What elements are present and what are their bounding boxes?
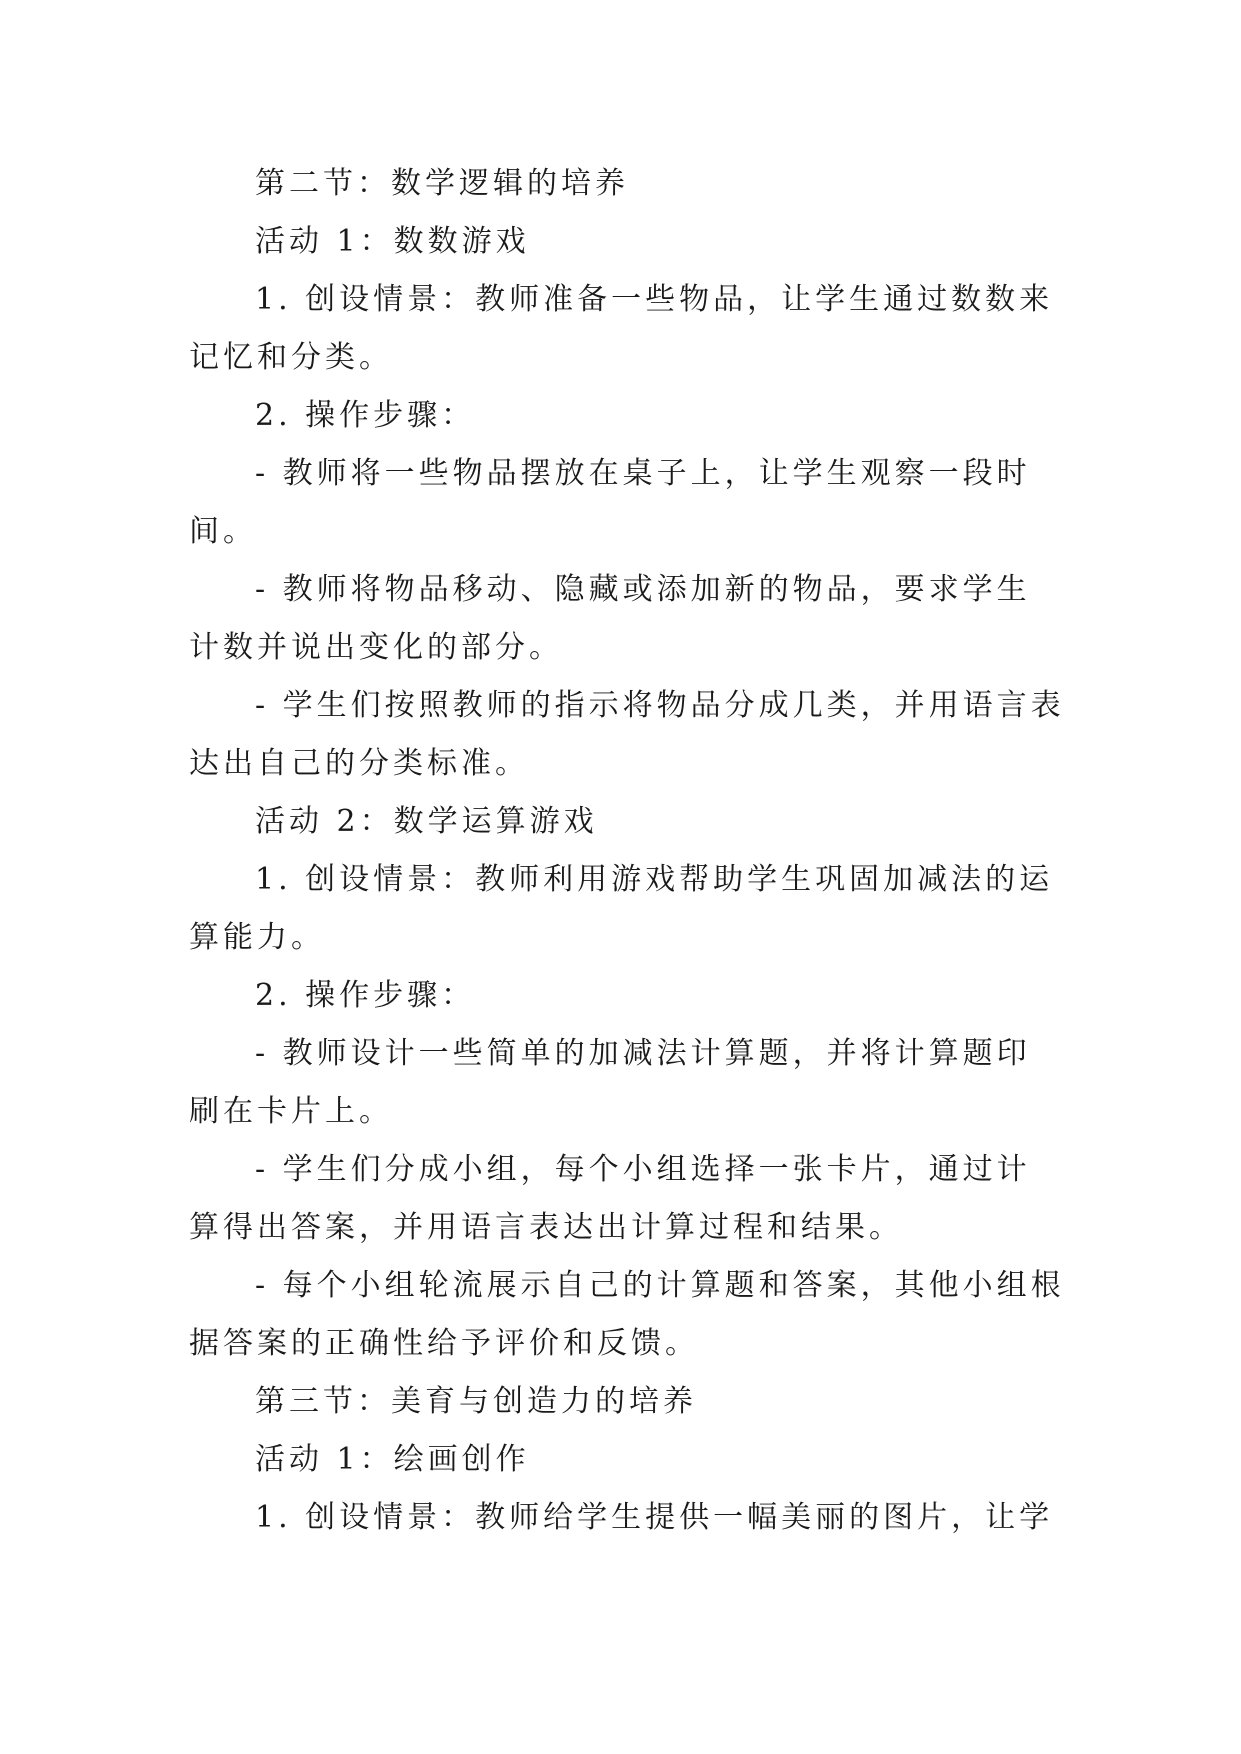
paragraph-line: 1. 创设情景：教师准备一些物品，让学生通过数数来 bbox=[255, 282, 1054, 317]
paragraph-line: - 学生们按照教师的指示将物品分成几类，并用语言表 bbox=[255, 688, 1065, 723]
paragraph-line: - 学生们分成小组，每个小组选择一张卡片，通过计 bbox=[255, 1152, 1031, 1187]
paragraph-line: - 教师设计一些简单的加减法计算题，并将计算题印 bbox=[255, 1036, 1031, 1071]
paragraph-line: 算得出答案，并用语言表达出计算过程和结果。 bbox=[189, 1210, 903, 1245]
paragraph-line: 1. 创设情景：教师给学生提供一幅美丽的图片，让学 bbox=[255, 1500, 1054, 1535]
paragraph-line: 2. 操作步骤： bbox=[255, 978, 476, 1013]
paragraph-line: 1. 创设情景：教师利用游戏帮助学生巩固加减法的运 bbox=[255, 862, 1054, 897]
paragraph-line: 算能力。 bbox=[189, 920, 325, 955]
paragraph-line: 据答案的正确性给予评价和反馈。 bbox=[189, 1326, 699, 1361]
paragraph-line: - 教师将一些物品摆放在桌子上，让学生观察一段时 bbox=[255, 456, 1031, 491]
paragraph-line: - 教师将物品移动、隐藏或添加新的物品，要求学生 bbox=[255, 572, 1031, 607]
paragraph-line: 刷在卡片上。 bbox=[189, 1094, 393, 1129]
paragraph-line: 计数并说出变化的部分。 bbox=[189, 630, 563, 665]
paragraph-line: - 每个小组轮流展示自己的计算题和答案，其他小组根 bbox=[255, 1268, 1065, 1303]
paragraph-line: 记忆和分类。 bbox=[189, 340, 393, 375]
section-heading-2: 第二节：数学逻辑的培养 bbox=[255, 166, 629, 201]
activity-heading: 活动 1：绘画创作 bbox=[255, 1442, 530, 1477]
paragraph-line: 达出自己的分类标准。 bbox=[189, 746, 529, 781]
activity-heading: 活动 2：数学运算游戏 bbox=[255, 804, 598, 839]
activity-heading: 活动 1：数数游戏 bbox=[255, 224, 530, 259]
paragraph-line: 2. 操作步骤： bbox=[255, 398, 476, 433]
section-heading-3: 第三节：美育与创造力的培养 bbox=[255, 1384, 697, 1419]
paragraph-line: 间。 bbox=[189, 514, 257, 549]
